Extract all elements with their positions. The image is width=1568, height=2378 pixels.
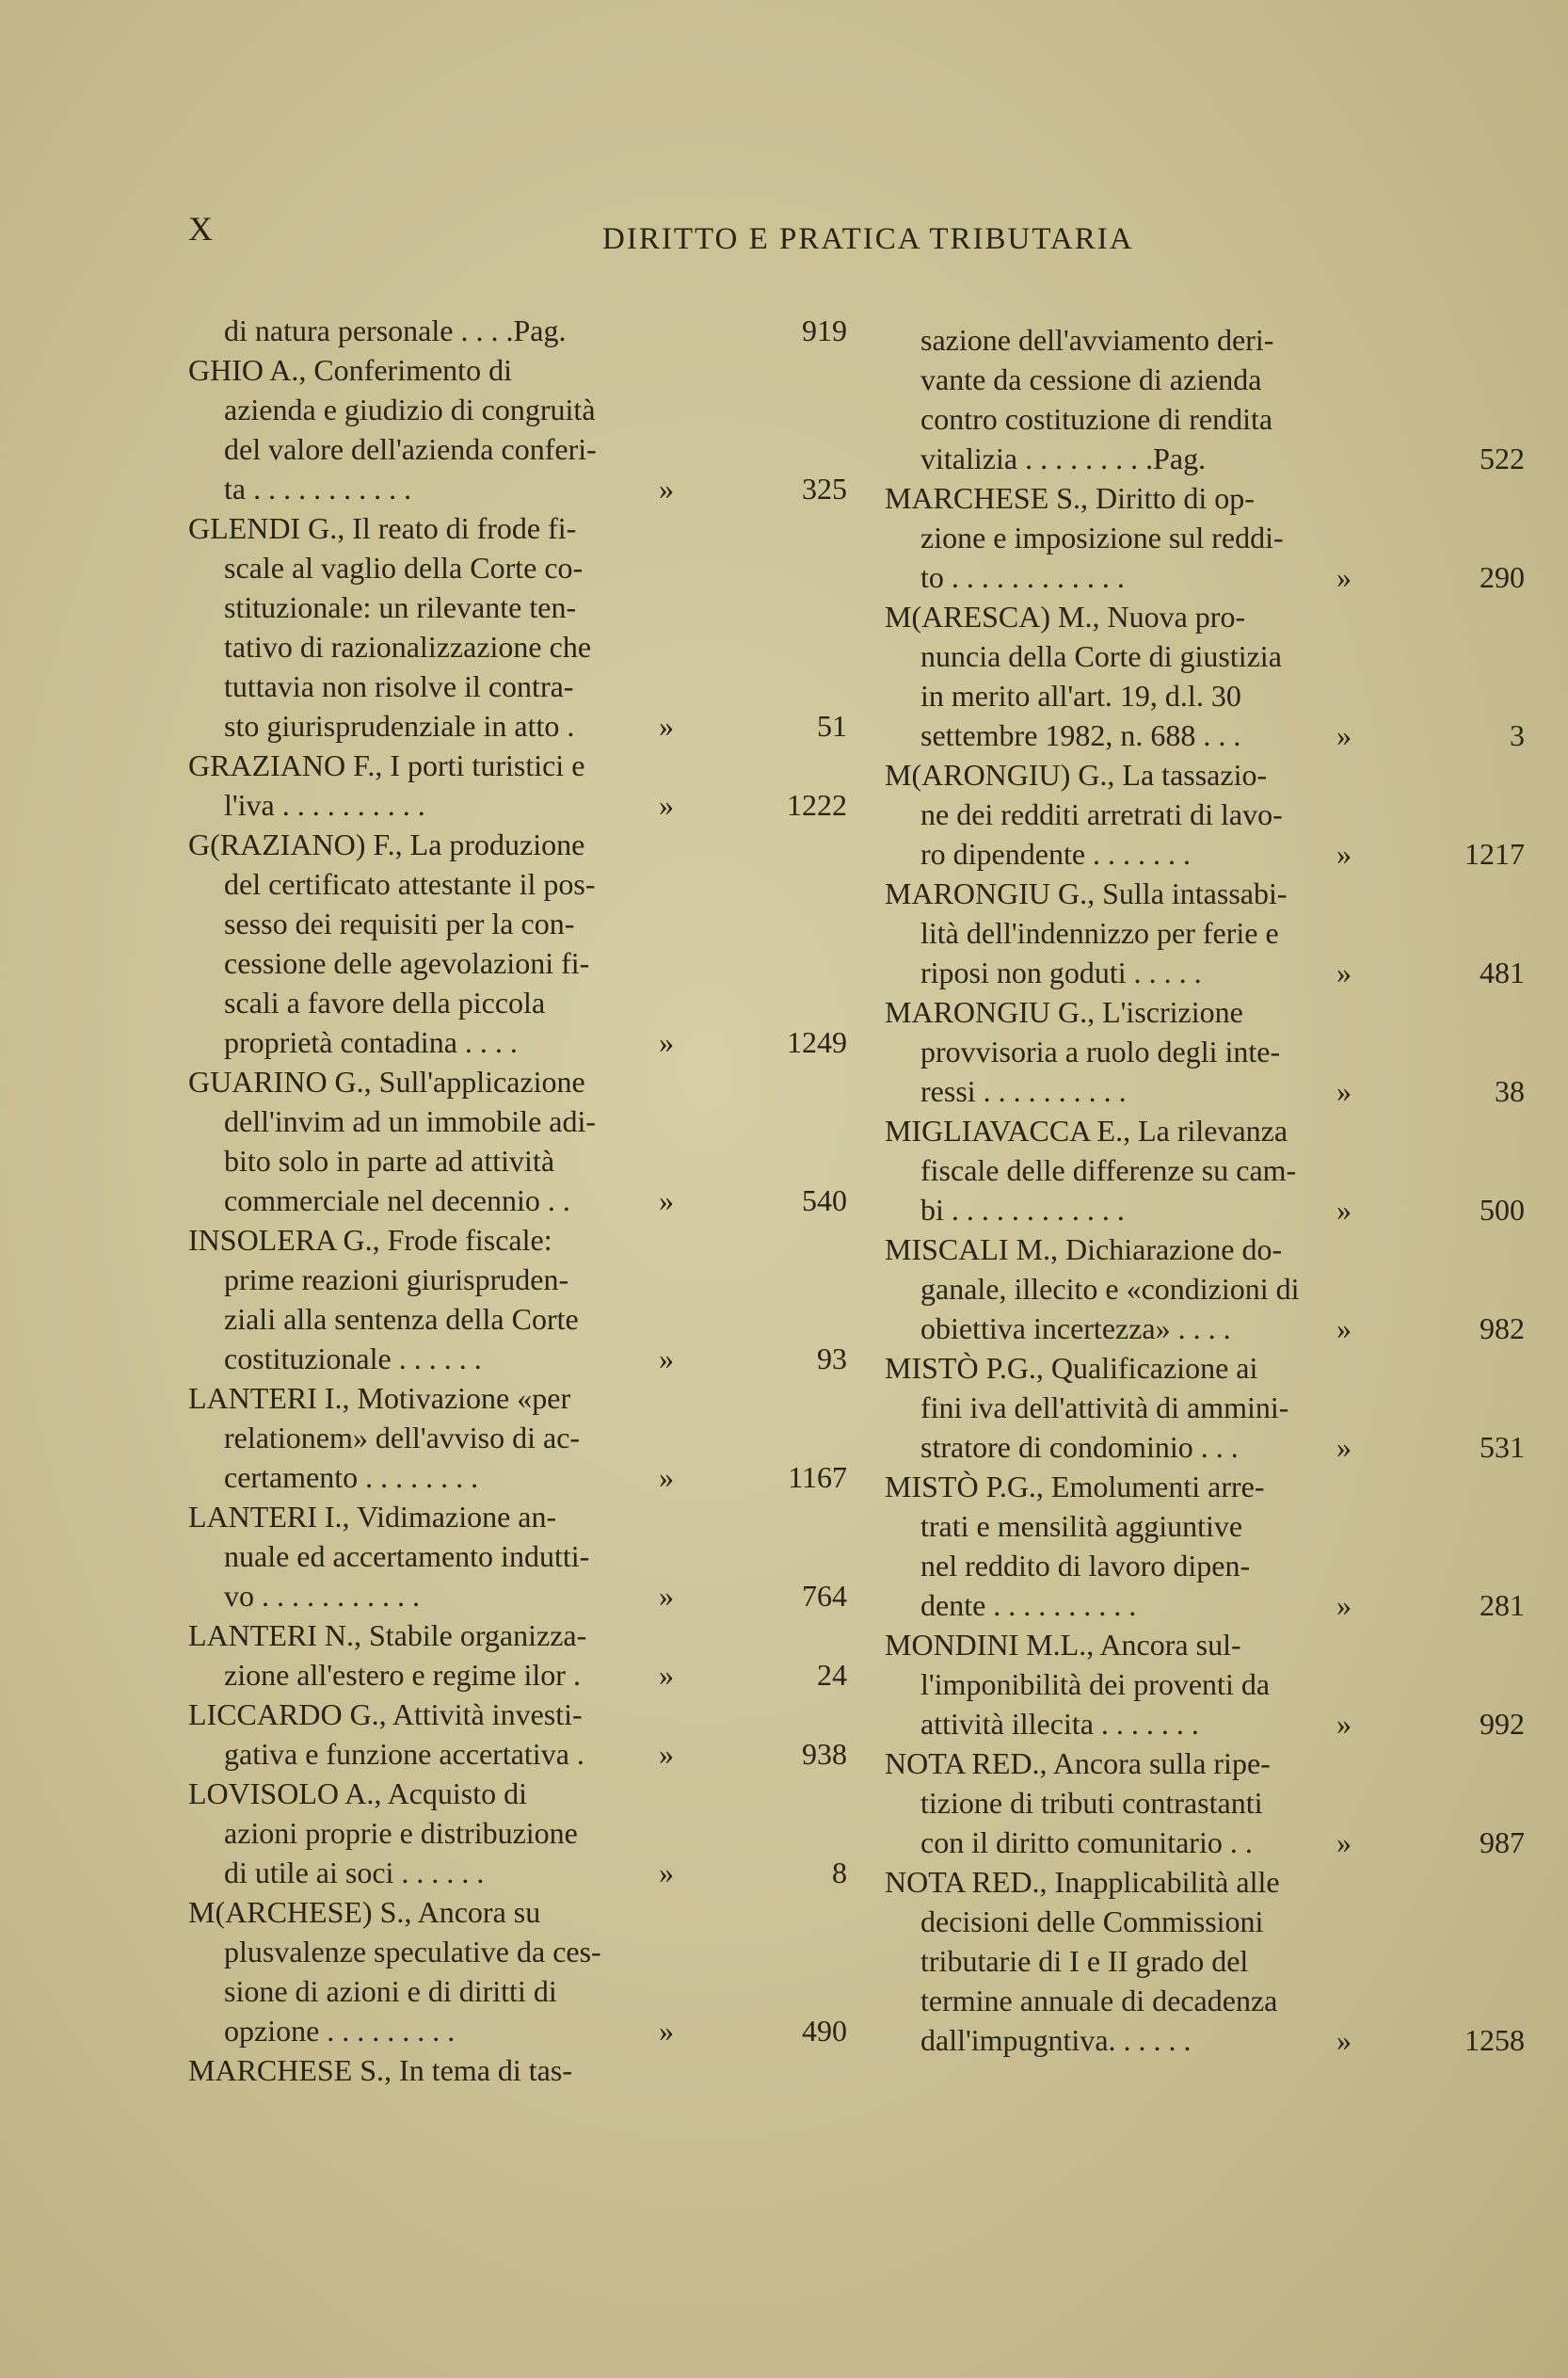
page-number: 51: [817, 709, 847, 743]
ditto-marker: »: [1336, 956, 1352, 989]
page-number: 1217: [1464, 837, 1525, 871]
entry-line: opzione . . . . . . . . .: [224, 2014, 456, 2048]
ditto-marker: »: [659, 1342, 674, 1375]
page-number: 1258: [1464, 2023, 1525, 2057]
index-entry: [885, 1743, 1525, 1862]
page-reference: [659, 1457, 847, 1497]
ditto-marker: »: [659, 1658, 674, 1692]
entry-line: azioni proprie e distribuzione: [224, 1816, 578, 1850]
page-number: 764: [802, 1579, 847, 1613]
entry-line: bi . . . . . . . . . . . .: [920, 1193, 1125, 1227]
ditto-marker: »: [1336, 1707, 1352, 1741]
ditto-marker: »: [1336, 1311, 1352, 1345]
page-number: 938: [802, 1737, 847, 1771]
page-reference: [1336, 1823, 1525, 1862]
entry-line: vante da cessione di azienda: [920, 362, 1262, 396]
entry-line: obiettiva incertezza» . . . .: [920, 1311, 1231, 1345]
entry-line: tativo di razionalizzazione che: [224, 630, 592, 664]
entry-line: MARONGIU G., L'iscrizione: [885, 995, 1243, 1029]
entry-line: sesso dei requisiti per la con-: [224, 907, 575, 940]
entry-line: di utile ai soci . . . . . .: [224, 1856, 485, 1889]
ditto-marker: »: [1336, 560, 1352, 594]
page-reference: [1336, 1309, 1525, 1348]
index-entry: [188, 1774, 847, 1892]
ditto-marker: »: [659, 1460, 674, 1494]
entry-line: NOTA RED., Inapplicabilità alle: [885, 1865, 1280, 1899]
page-reference: [659, 785, 847, 825]
page-number: 500: [1480, 1193, 1525, 1227]
index-entry: [188, 311, 847, 350]
page-number: 325: [802, 472, 847, 506]
page-reference: [1336, 1585, 1525, 1625]
page-number: 919: [802, 313, 847, 347]
index-entry: [188, 1695, 847, 1774]
index-entry: [885, 1229, 1525, 1348]
entry-line: MISTÒ P.G., Qualificazione ai: [885, 1351, 1258, 1385]
entry-line: MIGLIAVACCA E., La rilevanza: [885, 1114, 1288, 1148]
page-reference: [1336, 715, 1525, 755]
entry-line: dell'invim ad un immobile adi-: [224, 1104, 597, 1138]
page-number: 490: [802, 2014, 847, 2048]
entry-line: contro costituzione di rendita: [920, 402, 1273, 436]
page-reference: [659, 2011, 847, 2050]
index-entry: [188, 1378, 847, 1497]
entry-line: MONDINI M.L., Ancora sul-: [885, 1628, 1241, 1662]
ditto-marker: »: [659, 788, 674, 822]
page-number: 1222: [787, 788, 847, 822]
page-reference: [1336, 439, 1525, 478]
page-reference: [1336, 1190, 1525, 1229]
page-reference: [659, 1853, 847, 1892]
entry-line: l'iva . . . . . . . . . .: [224, 788, 425, 822]
page-number: 93: [817, 1342, 847, 1375]
entry-line: G(RAZIANO) F., La produzione: [188, 827, 585, 861]
page-number: 992: [1480, 1707, 1525, 1741]
ditto-marker: »: [1336, 837, 1352, 871]
index-entry: [188, 1497, 847, 1615]
entry-line: to . . . . . . . . . . . .: [920, 560, 1125, 594]
entry-line: zione e imposizione sul reddi-: [920, 521, 1284, 554]
entry-line: ro dipendente . . . . . . .: [920, 837, 1192, 871]
index-entry: [188, 825, 847, 1062]
entry-line: tuttavia non risolve il contra-: [224, 669, 574, 703]
entry-line: M(ARESCA) M., Nuova pro-: [885, 600, 1246, 634]
ditto-marker: »: [659, 1579, 674, 1613]
entry-line: ne dei redditi arretrati di lavo-: [920, 797, 1283, 831]
page-reference: [1336, 557, 1525, 597]
entry-line: GRAZIANO F., I porti turistici e: [188, 748, 585, 782]
entry-line: commerciale nel decennio . .: [224, 1183, 570, 1217]
index-entry: [885, 320, 1525, 478]
page-number: 531: [1480, 1430, 1525, 1464]
entry-line: scale al vaglio della Corte co-: [224, 551, 584, 585]
page-reference: [659, 706, 847, 746]
entry-line: trati e mensilità aggiuntive: [920, 1509, 1243, 1543]
entry-line: MARONGIU G., Sulla intassabi-: [885, 876, 1288, 910]
entry-line: con il diritto comunitario . .: [920, 1825, 1253, 1859]
index-entry: [188, 350, 847, 508]
entry-line: nel reddito di lavoro dipen-: [920, 1549, 1251, 1583]
entry-line: lità dell'indennizzo per ferie e: [920, 916, 1279, 950]
page-number: 1249: [787, 1025, 847, 1059]
entry-line: sto giurisprudenziale in atto .: [224, 709, 575, 743]
ditto-marker: »: [659, 2014, 674, 2048]
ditto-marker: »: [659, 1856, 674, 1889]
page-reference: [659, 1734, 847, 1774]
ditto-marker: »: [659, 1183, 674, 1217]
ditto-marker: »: [1336, 1588, 1352, 1622]
page-number: 522: [1480, 442, 1525, 475]
entry-line: stituzionale: un rilevante ten-: [224, 590, 577, 624]
page-number: 38: [1495, 1074, 1525, 1108]
entry-line: bito solo in parte ad attività: [224, 1144, 555, 1178]
page-folio: X: [188, 210, 214, 248]
entry-line: certamento . . . . . . . .: [224, 1460, 479, 1494]
entry-line: relationem» dell'avviso di ac-: [224, 1421, 581, 1454]
page-reference: [659, 1655, 847, 1695]
page-reference: [659, 469, 847, 508]
index-entry: [885, 478, 1525, 597]
index-entry: [885, 1348, 1525, 1467]
entry-line: GHIO A., Conferimento di: [188, 353, 512, 387]
index-entry: [885, 1862, 1525, 2060]
entry-line: plusvalenze speculative da ces-: [224, 1935, 601, 1968]
index-entry: [885, 874, 1525, 992]
entry-line: in merito all'art. 19, d.l. 30: [920, 679, 1241, 713]
entry-line: LOVISOLO A., Acquisto di: [188, 1776, 527, 1810]
entry-line: MISTÒ P.G., Emolumenti arre-: [885, 1470, 1265, 1503]
entry-line: INSOLERA G., Frode fiscale:: [188, 1223, 552, 1257]
index-entry: [885, 1467, 1525, 1625]
index-entry: [188, 508, 847, 746]
right-index-column: [885, 320, 1525, 2060]
entry-line: LANTERI N., Stabile organizza-: [188, 1618, 587, 1652]
entry-line: MARCHESE S., Diritto di op-: [885, 481, 1255, 515]
page-reference: [1336, 2020, 1525, 2060]
entry-line: MISCALI M., Dichiarazione do-: [885, 1232, 1283, 1266]
ditto-marker: [1336, 439, 1412, 478]
running-title: DIRITTO E PRATICA TRIBUTARIA: [602, 222, 1134, 256]
entry-line: ziali alla sentenza della Corte: [224, 1302, 579, 1336]
ditto-marker: »: [1336, 2023, 1352, 2057]
page-number: 281: [1480, 1588, 1525, 1622]
ditto-marker: »: [1336, 718, 1352, 752]
page-number: 290: [1480, 560, 1525, 594]
entry-line: del certificato attestante il pos-: [224, 867, 596, 901]
page-reference: [1336, 1704, 1525, 1743]
entry-line: del valore dell'azienda conferi-: [224, 432, 597, 466]
index-entry: [885, 992, 1525, 1111]
ditto-marker: »: [659, 472, 674, 506]
entry-line: zione all'estero e regime ilor .: [224, 1658, 581, 1692]
page-reference: [1336, 1427, 1525, 1467]
page-number: 987: [1480, 1825, 1525, 1859]
entry-line: M(ARCHESE) S., Ancora su: [188, 1895, 541, 1929]
page-reference: [659, 311, 847, 350]
entry-line: ta . . . . . . . . . . .: [224, 472, 412, 506]
page-reference: [1336, 834, 1525, 874]
page-reference: [1336, 1071, 1525, 1111]
entry-line: l'imponibilità dei proventi da: [920, 1667, 1271, 1701]
entry-line: sazione dell'avviamento deri-: [920, 323, 1274, 357]
entry-line: ressi . . . . . . . . . .: [920, 1074, 1127, 1108]
entry-line: GLENDI G., Il reato di frode fi-: [188, 511, 577, 545]
ditto-marker: »: [659, 709, 674, 743]
ditto-marker: »: [659, 1737, 674, 1771]
index-entry: [188, 1615, 847, 1695]
entry-line: cessione delle agevolazioni fi-: [224, 946, 590, 980]
entry-line: vo . . . . . . . . . . .: [224, 1579, 420, 1613]
page-number: 982: [1480, 1311, 1525, 1345]
entry-line: LANTERI I., Motivazione «per: [188, 1381, 571, 1415]
index-entry: [188, 746, 847, 825]
page-reference: [659, 1576, 847, 1615]
page-number: 540: [802, 1183, 847, 1217]
ditto-marker: »: [1336, 1430, 1352, 1464]
entry-line: tributarie di I e II grado del: [920, 1944, 1249, 1978]
entry-line: settembre 1982, n. 688 . . .: [920, 718, 1241, 752]
page-number: 24: [817, 1658, 847, 1692]
ditto-marker: »: [1336, 1825, 1352, 1859]
page-number: 3: [1510, 718, 1525, 752]
entry-line: NOTA RED., Ancora sulla ripe-: [885, 1746, 1271, 1780]
entry-line: fiscale delle differenze su cam-: [920, 1153, 1297, 1187]
entry-line: scali a favore della piccola: [224, 986, 546, 1020]
page-reference: [659, 1022, 847, 1062]
entry-line: tizione di tributi contrastanti: [920, 1786, 1263, 1820]
index-entry: [885, 1625, 1525, 1743]
entry-line: stratore di condominio . . .: [920, 1430, 1239, 1464]
index-entry: [188, 2050, 847, 2090]
index-entry: [188, 1892, 847, 2050]
entry-line: ganale, illecito e «condizioni di: [920, 1272, 1300, 1306]
entry-line: provvisoria a ruolo degli inte-: [920, 1035, 1281, 1068]
left-index-column: [188, 311, 847, 2090]
page-reference: [1336, 953, 1525, 992]
page-reference: [659, 1181, 847, 1220]
entry-line: MARCHESE S., In tema di tas-: [188, 2053, 572, 2087]
entry-line: M(ARONGIU) G., La tassazio-: [885, 758, 1268, 792]
entry-line: fini iva dell'attività di ammini-: [920, 1390, 1289, 1424]
page-reference: [659, 1339, 847, 1378]
entry-line: GUARINO G., Sull'applicazione: [188, 1065, 585, 1099]
ditto-marker: »: [659, 1025, 674, 1059]
entry-line: nuale ed accertamento indutti-: [224, 1539, 590, 1573]
entry-line: nuncia della Corte di giustizia: [920, 639, 1282, 673]
entry-line: costituzionale . . . . . .: [224, 1342, 482, 1375]
index-entry: [885, 1111, 1525, 1229]
entry-line: gativa e funzione accertativa .: [224, 1737, 584, 1771]
ditto-marker: »: [1336, 1074, 1352, 1108]
entry-line: LANTERI I., Vidimazione an-: [188, 1500, 557, 1534]
index-entry: [885, 597, 1525, 755]
entry-line: termine annuale di decadenza: [920, 1984, 1278, 2017]
entry-line: proprietà contadina . . . .: [224, 1025, 518, 1059]
entry-line: attività illecita . . . . . . .: [920, 1707, 1199, 1741]
entry-line: dall'impugntiva. . . . . .: [920, 2023, 1192, 2057]
entry-line: prime reazioni giurispruden-: [224, 1262, 569, 1296]
page-number: 8: [832, 1856, 847, 1889]
index-entry: [188, 1062, 847, 1220]
entry-line: vitalizia . . . . . . . . .Pag.: [920, 442, 1207, 475]
entry-line: di natura personale . . . .Pag.: [224, 313, 567, 347]
entry-line: decisioni delle Commissioni: [920, 1904, 1264, 1938]
index-entry: [885, 755, 1525, 874]
index-entry: [188, 1220, 847, 1378]
entry-line: dente . . . . . . . . . .: [920, 1588, 1137, 1622]
entry-line: azienda e giudizio di congruità: [224, 393, 596, 426]
ditto-marker: »: [1336, 1193, 1352, 1227]
page-number: 1167: [788, 1460, 847, 1494]
entry-line: sione di azioni e di diritti di: [224, 1974, 557, 2008]
entry-line: riposi non goduti . . . . .: [920, 956, 1202, 989]
ditto-marker: [659, 311, 734, 350]
entry-line: LICCARDO G., Attività investi-: [188, 1697, 583, 1731]
page-number: 481: [1480, 956, 1525, 989]
